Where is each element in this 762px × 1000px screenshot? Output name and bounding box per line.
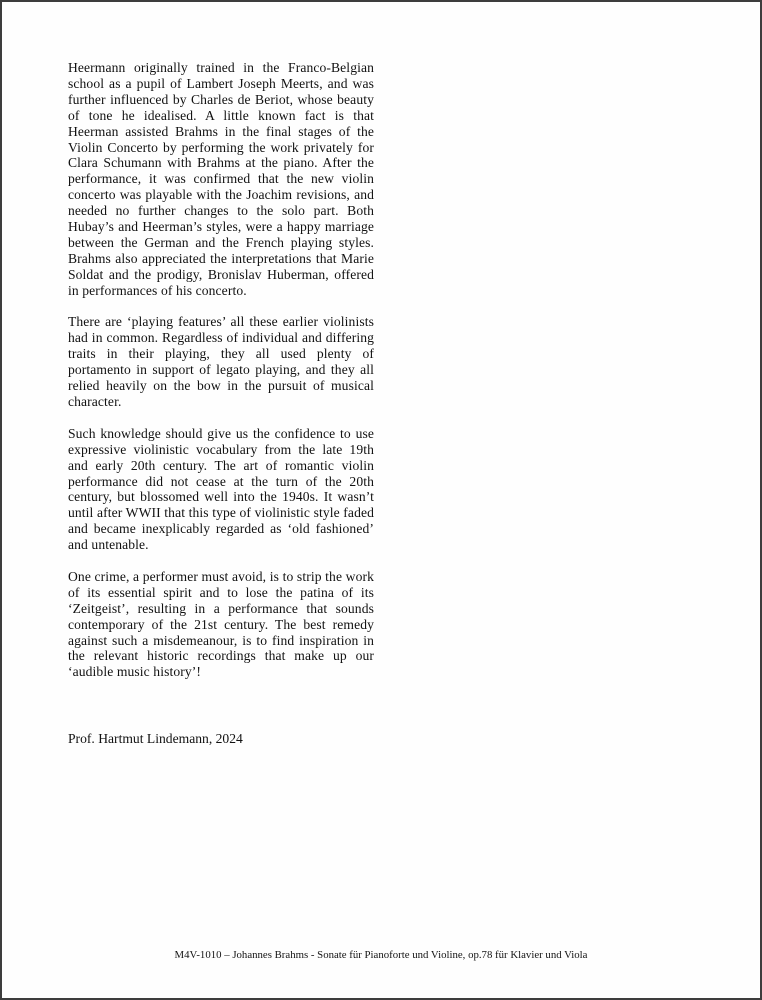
footer-text: M4V-1010 – Johannes Brahms - Sonate für Pianoforte und Violine, op.78 für Klavier und Viola — [174, 949, 588, 961]
paragraph: There are ‘playing features’ all these earlier violinists had in common. Regardless of individual and differing traits in their playing, they all used plenty of portamento in support of legato playing, and they all relied heavily on the bow in the pursuit of musical character. — [68, 314, 374, 410]
paragraph: One crime, a performer must avoid, is to strip the work of its essential spirit and to lose the patina of its ‘Zeitgeist’, resulting in a performance that sounds contemporary of the 21st century. The best remedy against such a misdemeanour, is to find inspiration in the relevant historic recordings that make up our ‘audible music history’! — [68, 568, 374, 680]
paragraph: Heermann originally trained in the Franco-Belgian school as a pupil of Lambert Joseph Meerts, and was further influenced by Charles de Beriot, whose beauty of tone he idealised. A little known fact is that Heerman assisted Brahms in the final stages of the Violin Concerto by performing the work privately for Clara Schumann with Brahms at the piano. After the performance, it was confirmed that the new violin concerto was playable with the Joachim revisions, and needed no further changes to the solo part. Both Hubay’s and Heerman’s styles, were a happy marriage between the German and the French playing styles. Brahms also appreciated the interpretations that Marie Soldat and the prodigy, Bronislav Huberman, offered in performances of his concerto. — [68, 60, 374, 298]
body-text-column — [68, 60, 374, 696]
author-signature: Prof. Hartmut Lindemann, 2024 — [68, 731, 243, 746]
paragraph: Such knowledge should give us the confidence to use expressive violinistic vocabulary from the late 19th and early 20th century. The art of romantic violin performance did not cease at the turn of the 20th century, but blossomed well into the 1940s. It wasn’t until after WWII that this type of violinistic style faded and became inexplicably regarded as ‘old fashioned’ and untenable. — [68, 425, 374, 553]
